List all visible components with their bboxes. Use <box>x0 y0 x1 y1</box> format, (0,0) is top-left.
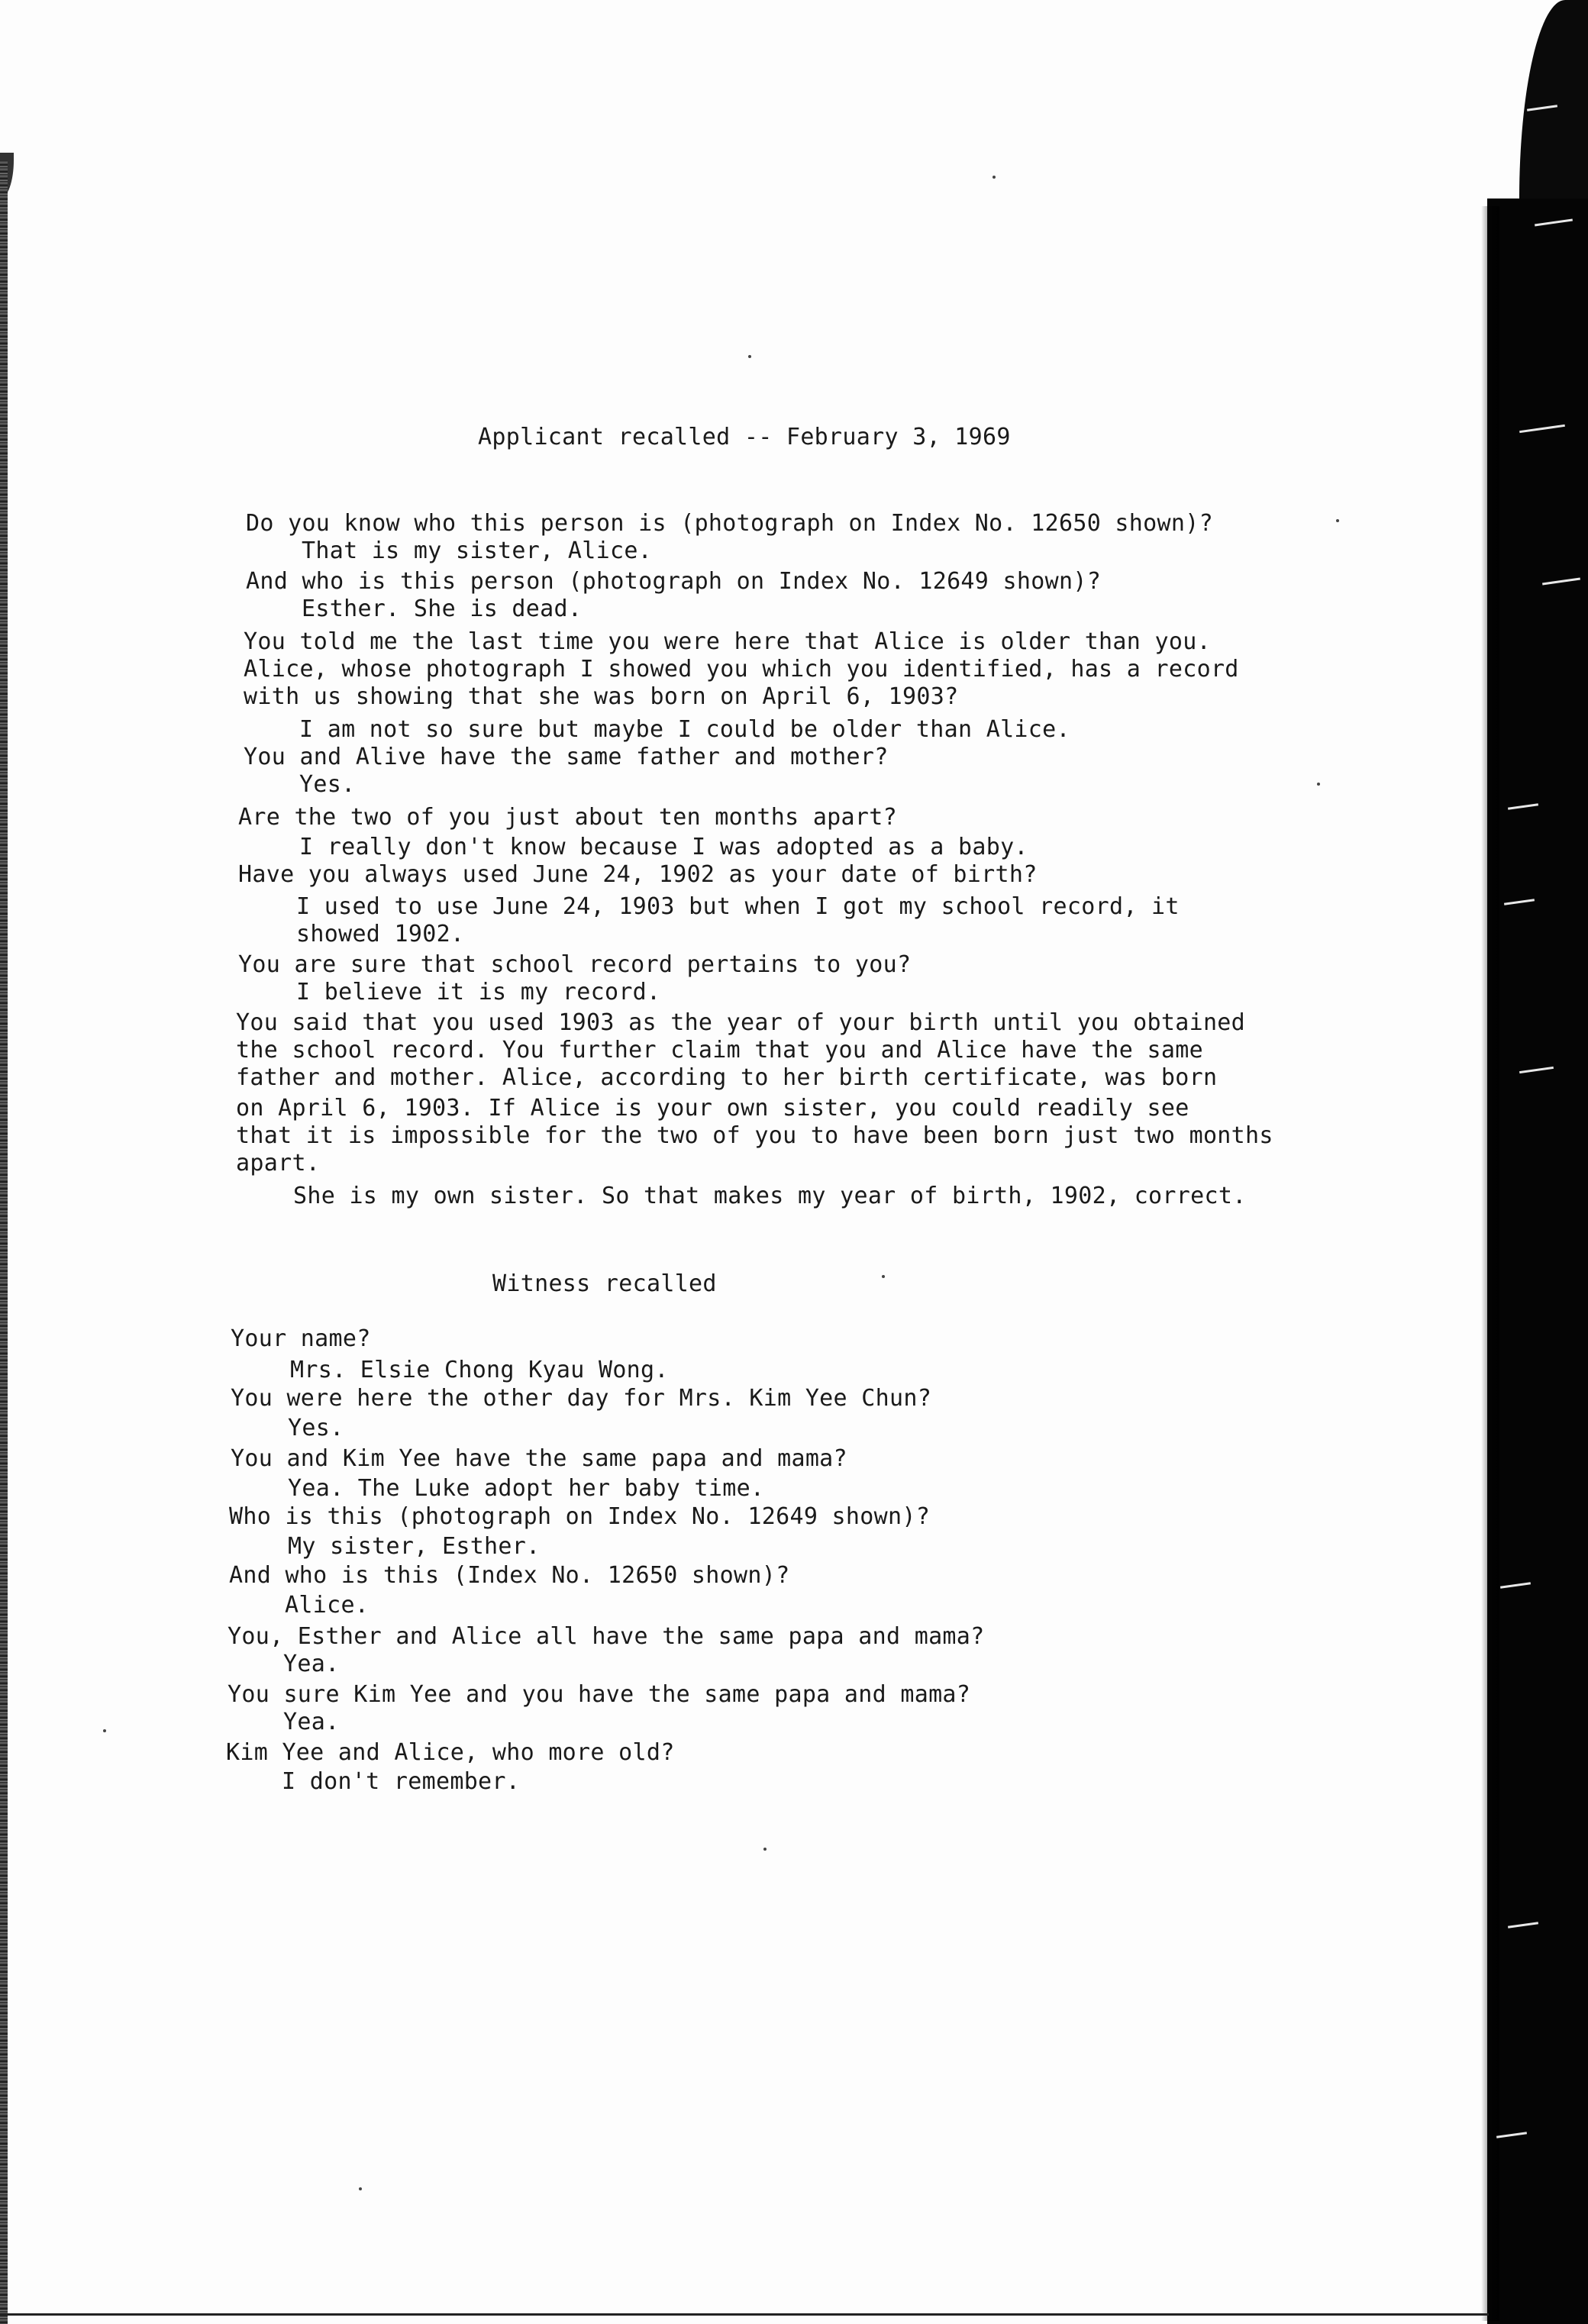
question-line: Your name? <box>231 1325 371 1352</box>
answer-line: That is my sister, Alice. <box>302 537 653 564</box>
answer-line: She is my own sister. So that makes my year of birth, 1902, correct. <box>293 1183 1247 1209</box>
answer-line: I am not so sure but maybe I could be older than Alice. <box>299 716 1070 743</box>
section-heading-witness: Witness recalled <box>492 1270 717 1297</box>
question-line: Have you always used June 24, 1902 as your date of birth? <box>238 861 1038 888</box>
question-line: You, Esther and Alice all have the same papa and mama? <box>228 1623 985 1650</box>
question-line: You said that you used 1903 as the year of your birth until you obtained <box>236 1009 1246 1036</box>
question-line: You sure Kim Yee and you have the same papa and mama? <box>228 1681 971 1708</box>
section-heading-applicant: Applicant recalled -- February 3, 1969 <box>478 424 1011 450</box>
answer-line: Yea. <box>283 1709 340 1735</box>
question-line: the school record. You further claim that you and Alice have the same <box>236 1037 1203 1064</box>
question-line: And who is this (Index No. 12650 shown)? <box>229 1562 790 1589</box>
question-line: Are the two of you just about ten months apart? <box>238 804 897 831</box>
scan-speck <box>1336 519 1339 522</box>
answer-line: Yea. The Luke adopt her baby time. <box>288 1475 765 1502</box>
question-line: And who is this person (photograph on Index No. 12649 shown)? <box>246 568 1102 595</box>
question-line: You told me the last time you were here that Alice is older than you. <box>244 628 1211 655</box>
answer-line: Yes. <box>299 771 356 798</box>
question-line: apart. <box>236 1150 321 1177</box>
answer-line: I really don't know because I was adopted as a baby. <box>299 834 1028 860</box>
question-line: You are sure that school record pertains to you? <box>238 951 912 978</box>
question-line: father and mother. Alice, according to her birth certificate, was born <box>236 1064 1218 1091</box>
question-line: on April 6, 1903. If Alice is your own sister, you could readily see <box>236 1095 1189 1122</box>
answer-line: showed 1902. <box>296 921 465 947</box>
answer-line: Yea. <box>283 1651 340 1677</box>
question-line: Alice, whose photograph I showed you which you identified, has a record <box>244 656 1239 683</box>
question-line: You and Kim Yee have the same papa and mama? <box>231 1445 847 1472</box>
scan-edge-right <box>1487 199 1588 2324</box>
answer-line: I believe it is my record. <box>296 979 661 1005</box>
scan-edge-right-fade <box>1481 206 1499 2321</box>
scan-speck <box>748 355 751 358</box>
scan-speck <box>992 176 996 179</box>
answer-line: Yes. <box>288 1415 344 1441</box>
question-line: You and Alive have the same father and mother? <box>244 744 889 770</box>
answer-line: I used to use June 24, 1903 but when I got my school record, it <box>296 893 1180 920</box>
scan-speck <box>103 1729 106 1732</box>
scan-bottom-edge <box>0 2313 1489 2316</box>
question-line: Do you know who this person is (photograph on Index No. 12650 shown)? <box>246 510 1213 537</box>
answer-line: Esther. She is dead. <box>302 596 583 622</box>
scan-speck <box>359 2187 362 2190</box>
question-line: Who is this (photograph on Index No. 12649 shown)? <box>229 1503 931 1530</box>
question-line: with us showing that she was born on April 6, 1903? <box>244 683 959 710</box>
question-line: that it is impossible for the two of you to have been born just two months <box>236 1122 1273 1149</box>
question-line: You were here the other day for Mrs. Kim Yee Chun? <box>231 1385 932 1412</box>
scan-speck <box>763 1848 767 1851</box>
answer-line: Alice. <box>285 1592 370 1619</box>
answer-line: I don't remember. <box>282 1768 521 1795</box>
scan-speck <box>1317 783 1320 786</box>
answer-line: My sister, Esther. <box>288 1533 541 1560</box>
scan-edge-left <box>0 160 8 2324</box>
question-line: Kim Yee and Alice, who more old? <box>226 1739 675 1766</box>
scan-speck <box>882 1275 885 1278</box>
answer-line: Mrs. Elsie Chong Kyau Wong. <box>290 1357 669 1383</box>
